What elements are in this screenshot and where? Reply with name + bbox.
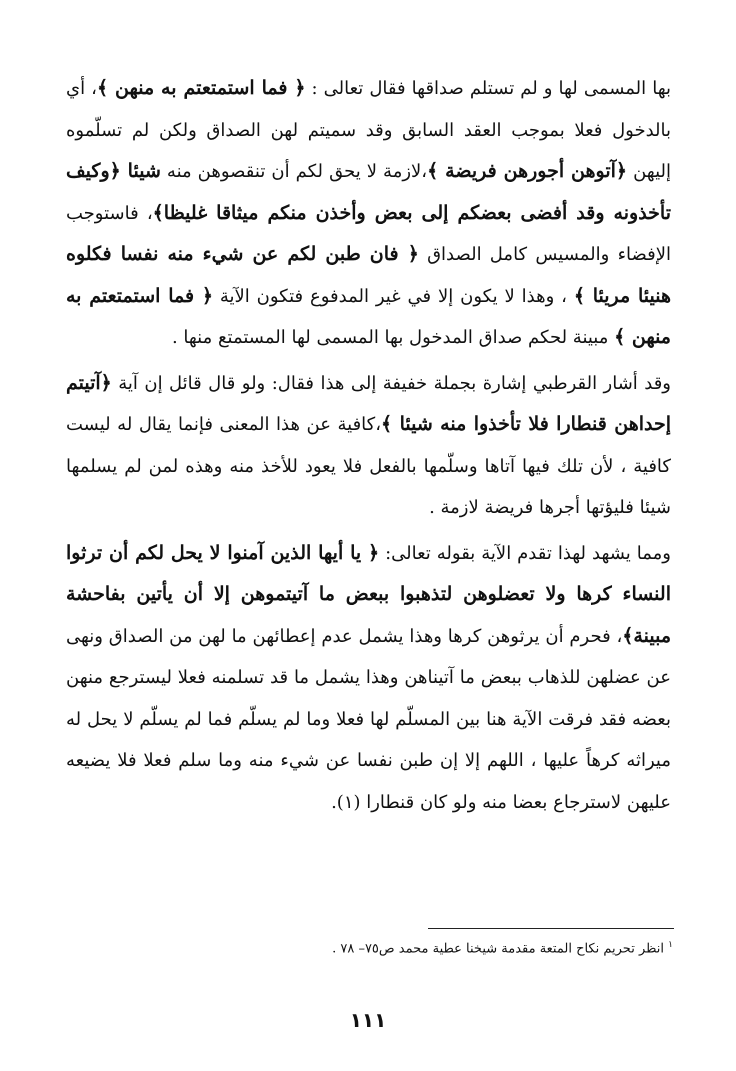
paragraph-3 xyxy=(66,533,671,824)
quran-quote: شيئا ﴿وكيف تأخذونه وقد أفضى بعضكم إلى بعض وأخذن منكم ميثاقا غليظا﴾ xyxy=(66,160,671,224)
quran-quote: ﴿ فما استمتعتم به منهن ﴾ xyxy=(66,284,671,348)
text-segment: ،كافية عن هذا المعنى فإنما يقال له ليست كافية ، لأن تلك فيها آتاها وسلّمها بالفعل فلا يعود للأخذ منه وهذه لمن لم يسلمها شيئا فليؤتها أجرها فريضة لازمة . xyxy=(66,414,671,518)
quran-quote: ﴿ فان طبن لكم عن شيء منه نفسا فكلوه هنيئا مريئا ﴾ xyxy=(66,243,671,307)
text-segment: ،لازمة لا يحق لكم أن تنقصوهن منه xyxy=(160,161,428,182)
text-segment: بها المسمى لها و لم تستلم صداقها فقال تعالى : xyxy=(305,78,671,99)
footnote-separator xyxy=(428,928,674,929)
paragraph-2 xyxy=(66,363,671,529)
footnote-marker: ١ xyxy=(668,940,673,950)
footnote xyxy=(100,932,673,962)
text-segment: ومما يشهد لهذا تقدم الآية بقوله تعالى: xyxy=(379,542,671,564)
quran-quote: ﴿آتوهن أجورهن فريضة ﴾ xyxy=(427,160,628,182)
text-segment: ، فحرم أن يرثوهن كرها وهذا يشمل عدم إعطائهن ما لهن من الصداق ونهى عن عضلهن للذهاب ببعض ما آتيناهن وهذا يشمل ما قد تسلمنه فعلا ليسترجع منهن بعضه فقد فرقت الآية هنا بين المسلّم لها فعلا وما لم يسلّم فما لم يسلّم لا يحل له ميراثه كرهاً عليها ، اللهم إلا إن طبن نفسا عن شيء منه وما سلم فعلا فلا يضيعه عليهن لاسترجاع بعضا منه ولو كان قنطارا xyxy=(66,625,671,813)
page-number: ١١١ xyxy=(349,1008,387,1032)
quran-quote: ﴿ يا أيها الذين آمنوا لا يحل لكم أن ترثوا النساء كرها ولا تعضلوهن لتذهبوا ببعض ما آتيتموهن إلا أن يأتين بفاحشة مبينة﴾ xyxy=(66,541,671,647)
quran-quote: ﴿آتيتم إحداهن قنطارا فلا تأخذوا منه شيئا ﴾ xyxy=(66,371,672,435)
quran-quote: ﴿ فما استمتعتم به منهن ﴾ xyxy=(96,77,306,99)
text-segment: ، وهذا لا يكون إلا في غير المدفوع فتكون الآية xyxy=(212,285,574,307)
text-segment: ، فاستوجب الإفضاء والمسيس كامل الصداق xyxy=(66,202,671,265)
footnote-text: انظر تحريم نكاح المتعة مقدمة شيخنا عطية محمد ص٧٥– ٧٨ . xyxy=(332,941,665,957)
main-text xyxy=(66,68,671,827)
text-segment: مبينة لحكم صداق المدخول بها المسمى لها المستمتع منها . xyxy=(171,327,615,348)
text-segment: وقد أشار القرطبي إشارة بجملة خفيفة إلى هذا فقال: ولو قال قائل إن آية xyxy=(111,372,671,394)
footnote-reference: (١). xyxy=(331,791,361,813)
paragraph-1 xyxy=(66,68,671,359)
text-segment: ، أي بالدخول فعلا بموجب العقد السابق وقد سميتم لهن الصداق ولكن لم تسلّموه إليهن xyxy=(66,78,672,182)
